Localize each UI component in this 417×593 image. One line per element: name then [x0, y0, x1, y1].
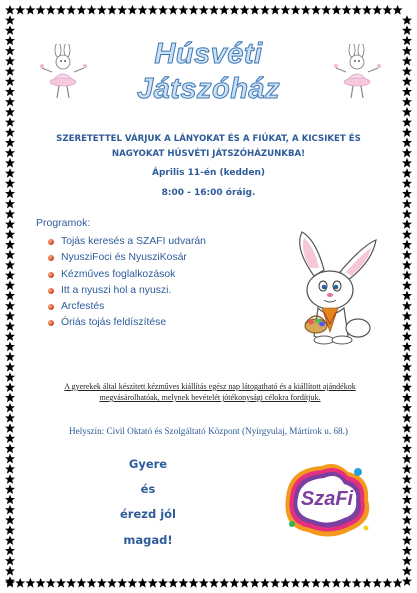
venue-text: Helyszín: Civil Oktató és Szolgáltató Központ (Nyírgyulaj, Mártírok u. 68.): [69, 426, 348, 436]
border-star: [402, 209, 412, 219]
border-star: [402, 403, 412, 413]
program-label: Itt a nyuszi hol a nyuszi.: [61, 284, 172, 296]
program-label: Kézműves foglalkozások: [61, 268, 176, 280]
border-star: [5, 525, 15, 535]
border-star: [402, 342, 412, 352]
border-star: [402, 474, 412, 484]
border-star: [219, 578, 229, 588]
exhibition-notice: A gyerekek által készített kézműves kiállítás egész nap látogatható és a kiállított ajándékok megvásárolhatóak, melynek bevételét jótékonysági célokra fordítjuk.: [64, 382, 356, 402]
border-star: [127, 5, 137, 15]
border-star: [219, 5, 229, 15]
border-star: [117, 578, 127, 588]
slogan-line-2: és: [140, 482, 156, 496]
border-star: [362, 578, 372, 588]
border-star: [168, 5, 178, 15]
border-star: [331, 578, 341, 588]
border-star: [5, 464, 15, 474]
border-star: [5, 515, 15, 525]
border-star: [402, 362, 412, 372]
border-star: [402, 148, 412, 158]
border-star: [382, 578, 392, 588]
intro-text: SZERETETTEL VÁRJUK A LÁNYOKAT ÉS A FIÚKAT, A KICSIKET ÉS NAGYOKAT HÚSVÉTI JÁTSZÓHÁZUNKBA!: [56, 134, 361, 159]
border-star: [5, 403, 15, 413]
border-star: [5, 556, 15, 566]
border-star: [5, 362, 15, 372]
title-line-2: Játszóház: [136, 73, 281, 105]
border-star: [321, 578, 331, 588]
border-star: [402, 566, 412, 576]
border-star: [260, 578, 270, 588]
border-star: [229, 578, 239, 588]
border-star: [402, 291, 412, 301]
szafi-logo: [278, 458, 376, 542]
border-star: [393, 578, 403, 588]
border-star: [402, 138, 412, 148]
slogan-line-1: Gyere: [128, 457, 168, 471]
border-star: [199, 578, 209, 588]
list-item: [48, 299, 206, 315]
border-star: [402, 117, 412, 127]
border-star: [402, 515, 412, 525]
border-star: [402, 352, 412, 362]
border-star: [402, 556, 412, 566]
border-star: [87, 578, 97, 588]
border-star: [402, 464, 412, 474]
border-star: [117, 5, 127, 15]
border-star: [178, 5, 188, 15]
border-star: [5, 413, 15, 423]
border-star: [5, 280, 15, 290]
border-star: [402, 260, 412, 270]
border-star: [402, 107, 412, 117]
border-star: [5, 382, 15, 392]
border-star: [402, 535, 412, 545]
border-star: [5, 484, 15, 494]
border-star: [5, 240, 15, 250]
border-star: [240, 578, 250, 588]
border-star: [402, 382, 412, 392]
border-star: [158, 5, 168, 15]
border-star: [5, 138, 15, 148]
border-star: [301, 5, 311, 15]
border-star: [36, 5, 46, 15]
border-star: [107, 5, 117, 15]
border-star: [5, 321, 15, 331]
border-star: [5, 372, 15, 382]
border-star: [5, 474, 15, 484]
bullet-icon: [48, 255, 54, 261]
border-star: [36, 578, 46, 588]
border-star: [250, 5, 260, 15]
border-star: [311, 5, 321, 15]
slogan-line-3: érezd jól: [120, 507, 176, 521]
border-star: [311, 578, 321, 588]
border-star: [331, 5, 341, 15]
border-star: [260, 5, 270, 15]
border-star: [5, 260, 15, 270]
border-star: [56, 5, 66, 15]
program-label: Arcfestés: [61, 301, 105, 313]
programs-heading: Programok:: [36, 217, 91, 229]
border-star: [189, 5, 199, 15]
border-star: [382, 5, 392, 15]
list-item: [48, 250, 206, 266]
list-item: [48, 315, 206, 331]
border-star: [402, 372, 412, 382]
border-star: [5, 209, 15, 219]
border-star: [158, 578, 168, 588]
border-star: [5, 301, 15, 311]
border-star: [402, 393, 412, 403]
border-star: [5, 535, 15, 545]
border-star: [402, 158, 412, 168]
border-star: [402, 546, 412, 556]
border-star: [402, 321, 412, 331]
border-star: [402, 199, 412, 209]
border-star: [280, 5, 290, 15]
border-star: [138, 5, 148, 15]
border-star: [5, 393, 15, 403]
border-star: [270, 5, 280, 15]
border-star: [97, 578, 107, 588]
border-star: [5, 505, 15, 515]
border-star: [5, 199, 15, 209]
bullet-icon: [48, 304, 54, 310]
program-label: Óriás tojás feldíszítése: [61, 317, 167, 329]
border-star: [291, 5, 301, 15]
border-star: [209, 5, 219, 15]
border-star: [362, 5, 372, 15]
border-star: [402, 525, 412, 535]
event-date: Április 11-én (kedden): [152, 168, 265, 178]
border-star: [402, 331, 412, 341]
border-star: [5, 25, 15, 35]
border-star: [178, 578, 188, 588]
border-star: [5, 311, 15, 321]
border-star: [107, 578, 117, 588]
border-star: [402, 229, 412, 239]
border-star: [5, 117, 15, 127]
bullet-icon: [48, 272, 54, 278]
border-star: [66, 578, 76, 588]
border-star: [352, 578, 362, 588]
border-star: [46, 5, 56, 15]
border-star: [270, 578, 280, 588]
border-star: [148, 578, 158, 588]
border-star: [148, 5, 158, 15]
list-item: [48, 234, 206, 250]
border-star: [402, 270, 412, 280]
border-star: [393, 5, 403, 15]
border-star: [5, 342, 15, 352]
border-star: [402, 25, 412, 35]
border-star: [5, 352, 15, 362]
border-star: [402, 250, 412, 260]
border-star: [342, 5, 352, 15]
border-star: [372, 578, 382, 588]
logo-text: SzaFi: [300, 488, 354, 510]
bullet-icon: [48, 239, 54, 245]
border-star: [56, 578, 66, 588]
border-star: [342, 578, 352, 588]
border-star: [5, 107, 15, 117]
border-star: [5, 495, 15, 505]
border-star: [127, 578, 137, 588]
border-star: [372, 5, 382, 15]
border-star: [402, 495, 412, 505]
border-star: [301, 578, 311, 588]
event-time: 8:00 - 16:00 óráig.: [161, 188, 256, 198]
border-star: [5, 5, 15, 15]
border-star: [402, 219, 412, 229]
border-star: [5, 219, 15, 229]
border-star: [5, 454, 15, 464]
border-star: [402, 413, 412, 423]
border-star: [352, 5, 362, 15]
border-star: [25, 578, 35, 588]
program-label: Tojás keresés a SZAFI udvarán: [61, 236, 206, 247]
border-star: [402, 576, 412, 586]
easter-bunny-image: [288, 228, 384, 346]
border-star: [5, 127, 15, 137]
border-star: [402, 280, 412, 290]
border-star: [5, 444, 15, 454]
bullet-icon: [48, 288, 54, 294]
border-star: [5, 270, 15, 280]
border-star: [402, 301, 412, 311]
border-star: [5, 229, 15, 239]
border-star: [280, 578, 290, 588]
border-star: [5, 178, 15, 188]
border-star: [402, 15, 412, 25]
border-star: [250, 578, 260, 588]
border-star: [209, 578, 219, 588]
bullet-icon: [48, 320, 54, 326]
border-star: [199, 5, 209, 15]
border-star: [402, 505, 412, 515]
program-label: NyusziFoci és NyusziKosár: [61, 252, 187, 264]
border-star: [5, 566, 15, 576]
border-star: [402, 311, 412, 321]
border-star: [66, 5, 76, 15]
border-star: [97, 5, 107, 15]
border-star: [189, 578, 199, 588]
border-star: [402, 240, 412, 250]
title-line-1: Húsvéti: [154, 38, 263, 70]
border-star: [25, 5, 35, 15]
border-star: [5, 546, 15, 556]
border-star: [321, 5, 331, 15]
border-star: [5, 15, 15, 25]
border-star: [15, 578, 25, 588]
border-star: [76, 578, 86, 588]
border-star: [15, 5, 25, 15]
border-star: [240, 5, 250, 15]
list-item: [48, 267, 206, 283]
border-star: [46, 578, 56, 588]
list-item: [48, 283, 206, 299]
border-star: [5, 148, 15, 158]
border-star: [138, 578, 148, 588]
border-star: [5, 331, 15, 341]
border-star: [402, 127, 412, 137]
border-star: [5, 158, 15, 168]
border-star: [87, 5, 97, 15]
border-star: [76, 5, 86, 15]
border-star: [402, 454, 412, 464]
border-star: [168, 578, 178, 588]
border-star: [5, 291, 15, 301]
slogan-line-4: magad!: [123, 533, 173, 547]
border-star: [402, 484, 412, 494]
border-star: [402, 178, 412, 188]
border-star: [5, 250, 15, 260]
border-star: [291, 578, 301, 588]
border-star: [402, 444, 412, 454]
border-star: [229, 5, 239, 15]
programs-list: [48, 234, 206, 332]
